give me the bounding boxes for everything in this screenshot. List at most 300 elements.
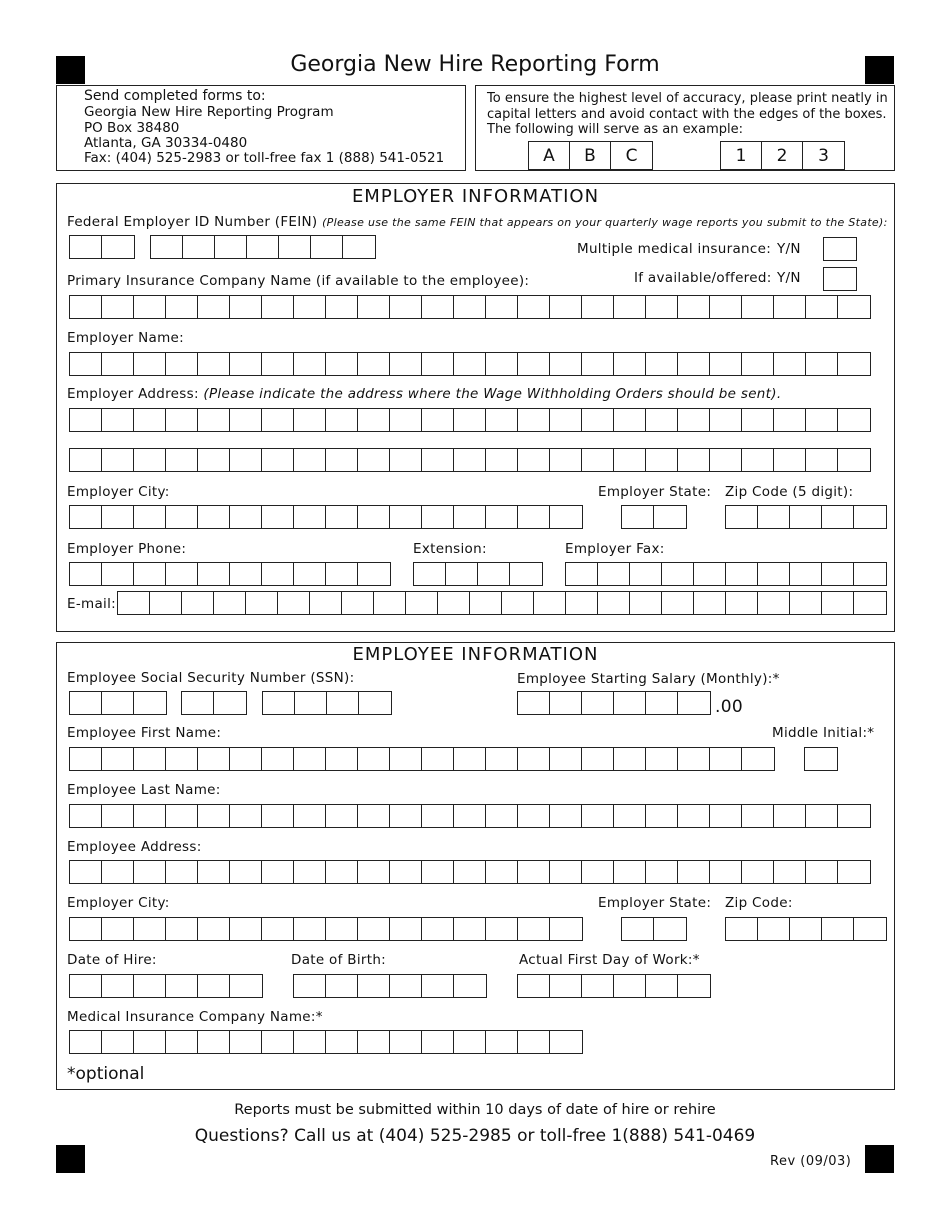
character-box[interactable]	[422, 353, 454, 375]
character-box[interactable]	[390, 449, 422, 471]
character-box[interactable]	[614, 861, 646, 883]
character-box[interactable]	[70, 409, 102, 431]
character-box[interactable]	[102, 236, 134, 258]
character-box[interactable]	[550, 353, 582, 375]
character-box[interactable]	[742, 449, 774, 471]
character-box[interactable]	[614, 975, 646, 997]
character-box[interactable]	[166, 748, 198, 770]
character-box[interactable]	[582, 748, 614, 770]
character-box[interactable]	[166, 861, 198, 883]
character-box[interactable]	[486, 506, 518, 528]
character-box[interactable]	[102, 692, 134, 714]
character-box[interactable]	[327, 692, 359, 714]
character-box[interactable]	[70, 918, 102, 940]
character-box[interactable]	[326, 296, 358, 318]
character-box[interactable]	[726, 506, 758, 528]
character-box[interactable]	[654, 506, 686, 528]
character-box[interactable]	[838, 353, 870, 375]
character-box[interactable]	[326, 861, 358, 883]
character-box[interactable]	[102, 296, 134, 318]
character-box[interactable]	[662, 592, 694, 614]
character-box[interactable]	[326, 918, 358, 940]
character-box[interactable]	[262, 296, 294, 318]
character-box[interactable]	[358, 805, 390, 827]
character-box[interactable]	[582, 296, 614, 318]
character-box[interactable]	[654, 918, 686, 940]
character-box[interactable]	[214, 692, 246, 714]
character-box[interactable]	[230, 1031, 262, 1053]
character-box[interactable]	[582, 409, 614, 431]
character-box[interactable]	[518, 748, 550, 770]
character-box[interactable]	[486, 296, 518, 318]
character-box[interactable]	[454, 1031, 486, 1053]
character-box[interactable]	[646, 861, 678, 883]
character-box[interactable]	[326, 506, 358, 528]
character-box[interactable]	[166, 449, 198, 471]
character-box[interactable]	[102, 748, 134, 770]
character-box[interactable]	[422, 409, 454, 431]
character-box[interactable]	[102, 563, 134, 585]
character-box[interactable]	[805, 748, 837, 770]
character-box[interactable]	[454, 296, 486, 318]
character-box[interactable]	[518, 692, 550, 714]
character-box[interactable]	[294, 918, 326, 940]
character-box[interactable]	[294, 353, 326, 375]
character-box[interactable]	[774, 861, 806, 883]
character-box[interactable]	[166, 805, 198, 827]
character-box[interactable]	[374, 592, 406, 614]
character-box[interactable]	[390, 805, 422, 827]
character-box[interactable]	[166, 409, 198, 431]
character-box[interactable]	[294, 1031, 326, 1053]
character-box[interactable]	[742, 296, 774, 318]
character-box[interactable]	[118, 592, 150, 614]
character-box[interactable]	[390, 506, 422, 528]
character-box[interactable]	[678, 692, 710, 714]
character-box[interactable]	[358, 296, 390, 318]
character-box[interactable]	[774, 353, 806, 375]
character-box[interactable]	[486, 353, 518, 375]
character-box[interactable]	[742, 353, 774, 375]
character-box[interactable]	[422, 296, 454, 318]
character-box[interactable]	[230, 563, 262, 585]
character-box[interactable]	[326, 975, 358, 997]
character-box[interactable]	[326, 748, 358, 770]
character-box[interactable]	[550, 692, 582, 714]
character-box[interactable]	[726, 918, 758, 940]
character-box[interactable]	[822, 918, 854, 940]
character-box[interactable]	[614, 692, 646, 714]
character-box[interactable]	[70, 296, 102, 318]
character-box[interactable]	[262, 563, 294, 585]
character-box[interactable]	[422, 975, 454, 997]
character-box[interactable]	[390, 1031, 422, 1053]
character-box[interactable]	[824, 268, 856, 290]
character-box[interactable]	[102, 353, 134, 375]
character-box[interactable]	[230, 918, 262, 940]
character-box[interactable]	[582, 805, 614, 827]
character-box[interactable]	[198, 861, 230, 883]
character-box[interactable]	[454, 805, 486, 827]
character-box[interactable]	[510, 563, 542, 585]
character-box[interactable]	[102, 449, 134, 471]
character-box[interactable]	[790, 918, 822, 940]
character-box[interactable]	[102, 861, 134, 883]
character-box[interactable]	[518, 1031, 550, 1053]
character-box[interactable]	[358, 1031, 390, 1053]
character-box[interactable]	[326, 449, 358, 471]
character-box[interactable]	[822, 506, 854, 528]
character-box[interactable]	[710, 748, 742, 770]
character-box[interactable]	[230, 449, 262, 471]
character-box[interactable]	[742, 805, 774, 827]
character-box[interactable]	[446, 563, 478, 585]
character-box[interactable]	[454, 748, 486, 770]
character-box[interactable]	[726, 592, 758, 614]
character-box[interactable]	[166, 975, 198, 997]
character-box[interactable]	[582, 861, 614, 883]
character-box[interactable]	[358, 409, 390, 431]
character-box[interactable]	[390, 353, 422, 375]
character-box[interactable]	[198, 409, 230, 431]
character-box[interactable]	[710, 449, 742, 471]
character-box[interactable]	[550, 296, 582, 318]
character-box[interactable]	[518, 506, 550, 528]
character-box[interactable]	[134, 692, 166, 714]
character-box[interactable]	[582, 449, 614, 471]
character-box[interactable]	[294, 296, 326, 318]
character-box[interactable]	[758, 918, 790, 940]
character-box[interactable]	[486, 748, 518, 770]
character-box[interactable]	[646, 353, 678, 375]
character-box[interactable]	[646, 692, 678, 714]
character-box[interactable]	[774, 296, 806, 318]
character-box[interactable]	[838, 805, 870, 827]
character-box[interactable]	[214, 592, 246, 614]
character-box[interactable]	[70, 692, 102, 714]
character-box[interactable]	[294, 861, 326, 883]
character-box[interactable]	[70, 563, 102, 585]
character-box[interactable]	[518, 975, 550, 997]
character-box[interactable]	[358, 563, 390, 585]
character-box[interactable]	[295, 692, 327, 714]
character-box[interactable]	[694, 563, 726, 585]
character-box[interactable]	[247, 236, 279, 258]
character-box[interactable]	[343, 236, 375, 258]
character-box[interactable]	[198, 1031, 230, 1053]
character-box[interactable]	[518, 805, 550, 827]
character-box[interactable]	[742, 861, 774, 883]
character-box[interactable]	[278, 592, 310, 614]
character-box[interactable]	[230, 353, 262, 375]
character-box[interactable]	[550, 409, 582, 431]
character-box[interactable]	[215, 236, 247, 258]
character-box[interactable]	[854, 506, 886, 528]
character-box[interactable]	[166, 353, 198, 375]
character-box[interactable]	[454, 861, 486, 883]
character-box[interactable]	[342, 592, 374, 614]
character-box[interactable]	[358, 861, 390, 883]
character-box[interactable]	[614, 449, 646, 471]
character-box[interactable]	[646, 805, 678, 827]
character-box[interactable]	[198, 563, 230, 585]
character-box[interactable]	[758, 592, 790, 614]
character-box[interactable]	[502, 592, 534, 614]
character-box[interactable]	[422, 918, 454, 940]
character-box[interactable]	[518, 918, 550, 940]
character-box[interactable]	[134, 975, 166, 997]
character-box[interactable]	[838, 449, 870, 471]
character-box[interactable]	[198, 805, 230, 827]
character-box[interactable]	[134, 805, 166, 827]
character-box[interactable]	[70, 506, 102, 528]
character-box[interactable]	[454, 353, 486, 375]
character-box[interactable]	[166, 563, 198, 585]
character-box[interactable]	[310, 592, 342, 614]
character-box[interactable]	[422, 449, 454, 471]
character-box[interactable]	[838, 296, 870, 318]
character-box[interactable]	[534, 592, 566, 614]
character-box[interactable]	[166, 918, 198, 940]
character-box[interactable]	[294, 506, 326, 528]
character-box[interactable]	[614, 296, 646, 318]
character-box[interactable]	[438, 592, 470, 614]
character-box[interactable]	[694, 592, 726, 614]
character-box[interactable]	[622, 506, 654, 528]
character-box[interactable]	[134, 563, 166, 585]
character-box[interactable]	[262, 1031, 294, 1053]
character-box[interactable]	[358, 975, 390, 997]
character-box[interactable]	[246, 592, 278, 614]
character-box[interactable]	[166, 506, 198, 528]
character-box[interactable]	[262, 805, 294, 827]
character-box[interactable]	[198, 353, 230, 375]
character-box[interactable]	[710, 353, 742, 375]
character-box[interactable]	[454, 506, 486, 528]
character-box[interactable]	[166, 296, 198, 318]
character-box[interactable]	[70, 975, 102, 997]
character-box[interactable]	[294, 449, 326, 471]
character-box[interactable]	[822, 592, 854, 614]
character-box[interactable]	[198, 748, 230, 770]
character-box[interactable]	[598, 592, 630, 614]
character-box[interactable]	[311, 236, 343, 258]
character-box[interactable]	[198, 506, 230, 528]
character-box[interactable]	[326, 409, 358, 431]
character-box[interactable]	[806, 805, 838, 827]
character-box[interactable]	[678, 296, 710, 318]
character-box[interactable]	[390, 861, 422, 883]
character-box[interactable]	[478, 563, 510, 585]
character-box[interactable]	[486, 861, 518, 883]
character-box[interactable]	[102, 975, 134, 997]
character-box[interactable]	[678, 353, 710, 375]
character-box[interactable]	[198, 449, 230, 471]
character-box[interactable]	[151, 236, 183, 258]
character-box[interactable]	[134, 353, 166, 375]
character-box[interactable]	[134, 296, 166, 318]
character-box[interactable]	[630, 592, 662, 614]
character-box[interactable]	[454, 409, 486, 431]
character-box[interactable]	[550, 449, 582, 471]
character-box[interactable]	[102, 805, 134, 827]
character-box[interactable]	[838, 409, 870, 431]
character-box[interactable]	[646, 748, 678, 770]
character-box[interactable]	[70, 748, 102, 770]
character-box[interactable]	[358, 506, 390, 528]
character-box[interactable]	[422, 506, 454, 528]
character-box[interactable]	[422, 805, 454, 827]
character-box[interactable]	[390, 296, 422, 318]
character-box[interactable]	[198, 975, 230, 997]
character-box[interactable]	[742, 748, 774, 770]
character-box[interactable]	[806, 449, 838, 471]
character-box[interactable]	[742, 409, 774, 431]
character-box[interactable]	[326, 353, 358, 375]
character-box[interactable]	[646, 449, 678, 471]
character-box[interactable]	[614, 353, 646, 375]
character-box[interactable]	[774, 409, 806, 431]
character-box[interactable]	[263, 692, 295, 714]
character-box[interactable]	[294, 975, 326, 997]
character-box[interactable]	[70, 1031, 102, 1053]
character-box[interactable]	[230, 506, 262, 528]
character-box[interactable]	[518, 409, 550, 431]
character-box[interactable]	[470, 592, 502, 614]
character-box[interactable]	[550, 805, 582, 827]
character-box[interactable]	[566, 592, 598, 614]
character-box[interactable]	[486, 449, 518, 471]
character-box[interactable]	[390, 409, 422, 431]
character-box[interactable]	[454, 975, 486, 997]
character-box[interactable]	[182, 692, 214, 714]
character-box[interactable]	[678, 805, 710, 827]
character-box[interactable]	[790, 563, 822, 585]
character-box[interactable]	[854, 563, 886, 585]
character-box[interactable]	[726, 563, 758, 585]
character-box[interactable]	[774, 805, 806, 827]
character-box[interactable]	[134, 506, 166, 528]
character-box[interactable]	[262, 748, 294, 770]
character-box[interactable]	[630, 563, 662, 585]
character-box[interactable]	[550, 975, 582, 997]
character-box[interactable]	[518, 353, 550, 375]
character-box[interactable]	[806, 861, 838, 883]
character-box[interactable]	[646, 975, 678, 997]
character-box[interactable]	[598, 563, 630, 585]
character-box[interactable]	[230, 861, 262, 883]
character-box[interactable]	[294, 805, 326, 827]
character-box[interactable]	[422, 861, 454, 883]
character-box[interactable]	[150, 592, 182, 614]
character-box[interactable]	[678, 409, 710, 431]
character-box[interactable]	[582, 353, 614, 375]
character-box[interactable]	[678, 449, 710, 471]
character-box[interactable]	[550, 1031, 582, 1053]
character-box[interactable]	[182, 592, 214, 614]
character-box[interactable]	[358, 353, 390, 375]
character-box[interactable]	[406, 592, 438, 614]
character-box[interactable]	[166, 1031, 198, 1053]
character-box[interactable]	[358, 748, 390, 770]
character-box[interactable]	[454, 918, 486, 940]
character-box[interactable]	[326, 1031, 358, 1053]
character-box[interactable]	[358, 449, 390, 471]
character-box[interactable]	[230, 296, 262, 318]
character-box[interactable]	[454, 449, 486, 471]
character-box[interactable]	[262, 409, 294, 431]
character-box[interactable]	[134, 449, 166, 471]
character-box[interactable]	[134, 1031, 166, 1053]
character-box[interactable]	[70, 449, 102, 471]
character-box[interactable]	[70, 236, 102, 258]
character-box[interactable]	[790, 506, 822, 528]
character-box[interactable]	[102, 409, 134, 431]
character-box[interactable]	[710, 296, 742, 318]
character-box[interactable]	[646, 409, 678, 431]
character-box[interactable]	[854, 592, 886, 614]
character-box[interactable]	[662, 563, 694, 585]
character-box[interactable]	[518, 296, 550, 318]
character-box[interactable]	[486, 918, 518, 940]
character-box[interactable]	[198, 296, 230, 318]
character-box[interactable]	[262, 449, 294, 471]
character-box[interactable]	[838, 861, 870, 883]
character-box[interactable]	[486, 805, 518, 827]
character-box[interactable]	[822, 563, 854, 585]
character-box[interactable]	[614, 805, 646, 827]
character-box[interactable]	[824, 238, 856, 260]
character-box[interactable]	[102, 918, 134, 940]
character-box[interactable]	[566, 563, 598, 585]
character-box[interactable]	[806, 296, 838, 318]
character-box[interactable]	[582, 692, 614, 714]
character-box[interactable]	[390, 918, 422, 940]
character-box[interactable]	[183, 236, 215, 258]
character-box[interactable]	[230, 409, 262, 431]
character-box[interactable]	[262, 918, 294, 940]
character-box[interactable]	[806, 409, 838, 431]
character-box[interactable]	[854, 918, 886, 940]
character-box[interactable]	[774, 449, 806, 471]
character-box[interactable]	[294, 563, 326, 585]
character-box[interactable]	[326, 563, 358, 585]
character-box[interactable]	[230, 805, 262, 827]
character-box[interactable]	[678, 861, 710, 883]
character-box[interactable]	[422, 748, 454, 770]
character-box[interactable]	[806, 353, 838, 375]
character-box[interactable]	[134, 748, 166, 770]
character-box[interactable]	[326, 805, 358, 827]
character-box[interactable]	[134, 918, 166, 940]
character-box[interactable]	[390, 975, 422, 997]
character-box[interactable]	[279, 236, 311, 258]
character-box[interactable]	[70, 861, 102, 883]
character-box[interactable]	[294, 748, 326, 770]
character-box[interactable]	[486, 409, 518, 431]
character-box[interactable]	[518, 861, 550, 883]
character-box[interactable]	[518, 449, 550, 471]
character-box[interactable]	[550, 506, 582, 528]
character-box[interactable]	[710, 409, 742, 431]
character-box[interactable]	[294, 409, 326, 431]
character-box[interactable]	[102, 1031, 134, 1053]
character-box[interactable]	[198, 918, 230, 940]
character-box[interactable]	[134, 861, 166, 883]
character-box[interactable]	[614, 409, 646, 431]
character-box[interactable]	[134, 409, 166, 431]
character-box[interactable]	[486, 1031, 518, 1053]
